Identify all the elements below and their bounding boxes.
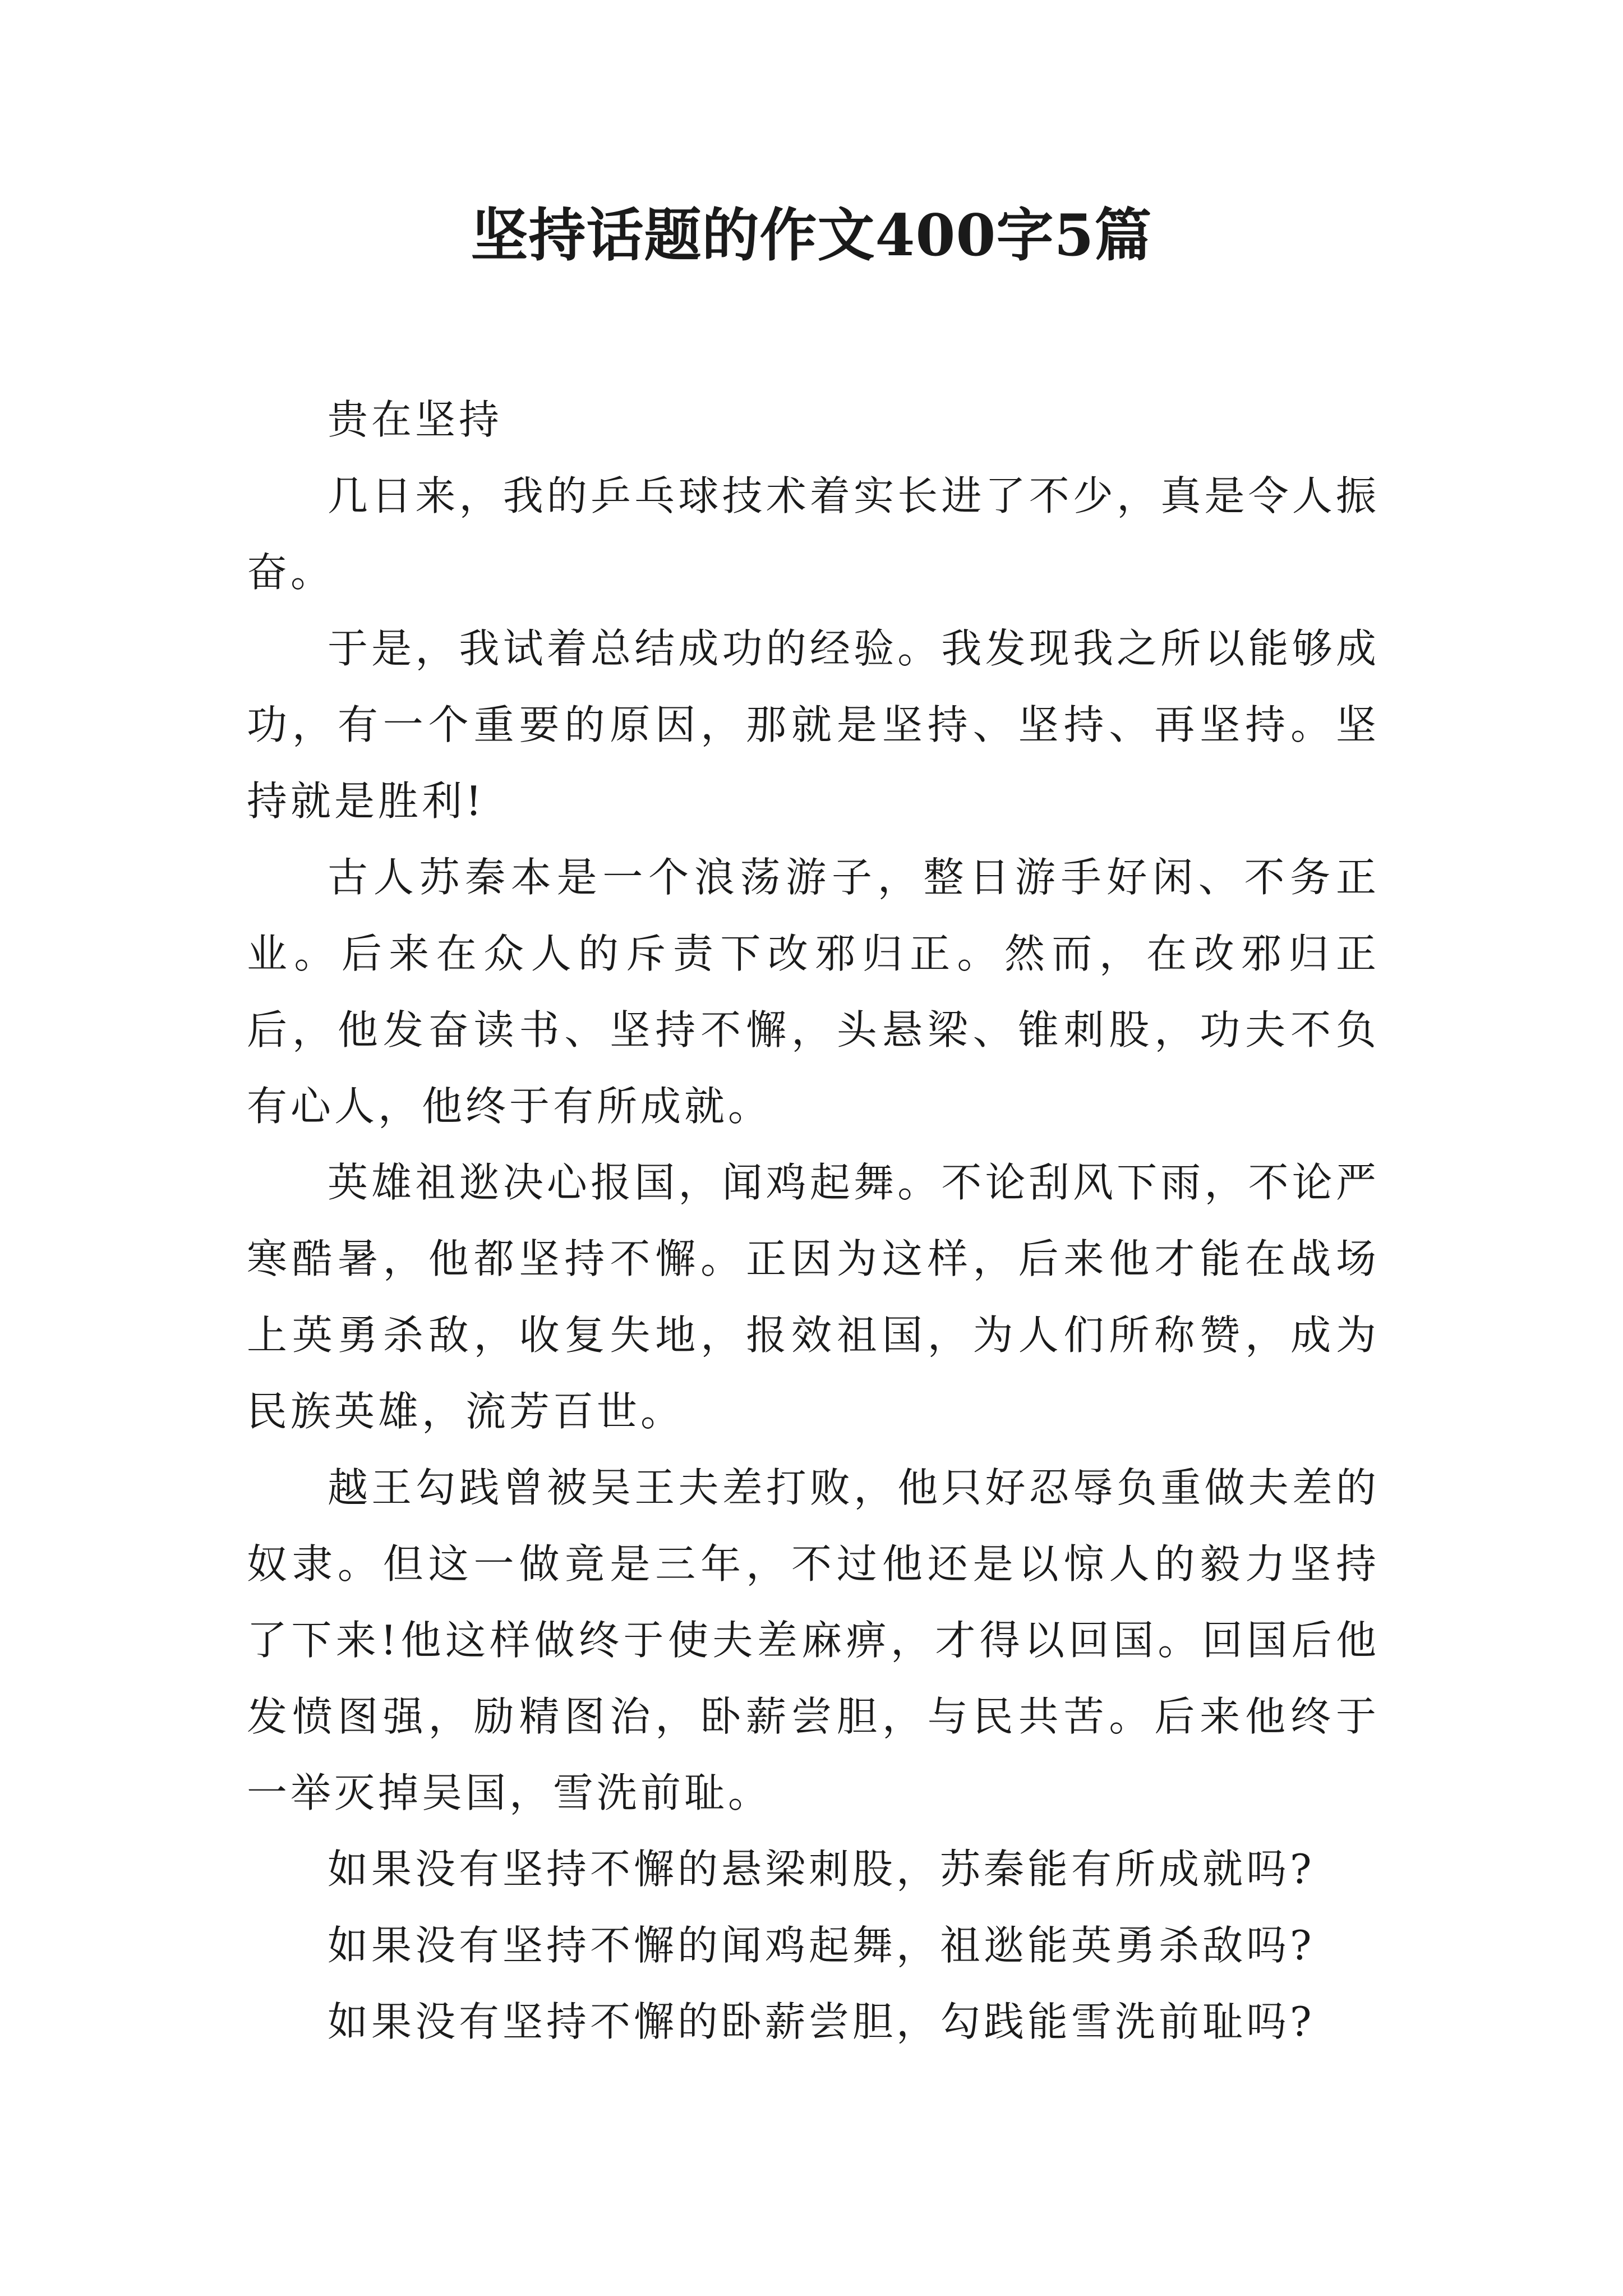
- page-title: 坚持话题的作文400字5篇: [471, 202, 1152, 269]
- paragraph: 古人苏秦本是一个浪荡游子，整日游手好闲、不务正业。后来在众人的斥责下改邪归正。然而，在改邪归正后，他发奋读书、坚持不懈，头悬梁、锥刺股，功夫不负有心人，他终于有所成就。: [247, 854, 1380, 1130]
- paragraph: 越王勾践曾被吴王夫差打败，他只好忍辱负重做夫差的奴隶。但这一做竟是三年，不过他还是以惊人的毅力坚持了下来!他这样做终于使夫差麻痹，才得以回国。回国后他发愤图强，励精图治，卧薪尝胆，与民共苦。后来他终于一举灭掉吴国，雪洗前耻。: [247, 1464, 1380, 1816]
- paragraph: 如果没有坚持不懈的卧薪尝胆，勾践能雪洗前耻吗?: [328, 1998, 1315, 2045]
- essay-heading: 贵在坚持: [328, 396, 503, 443]
- document-body: [247, 381, 1380, 2060]
- paragraph: 于是，我试着总结成功的经验。我发现我之所以能够成功，有一个重要的原因，那就是坚持、坚持、再坚持。坚持就是胜利!: [247, 625, 1380, 825]
- paragraph: 英雄祖逖决心报国，闻鸡起舞。不论刮风下雨，不论严寒酷暑，他都坚持不懈。正因为这样，后来他才能在战场上英勇杀敌，收复失地，报效祖国，为人们所称赞，成为民族英雄，流芳百世。: [247, 1159, 1380, 1435]
- paragraph: 如果没有坚持不懈的闻鸡起舞，祖逖能英勇杀敌吗?: [328, 1922, 1315, 1969]
- paragraph: 如果没有坚持不懈的悬梁刺股，苏秦能有所成就吗?: [328, 1846, 1315, 1893]
- paragraph: 几日来，我的乒乓球技术着实长进了不少，真是令人振奋。: [247, 472, 1380, 596]
